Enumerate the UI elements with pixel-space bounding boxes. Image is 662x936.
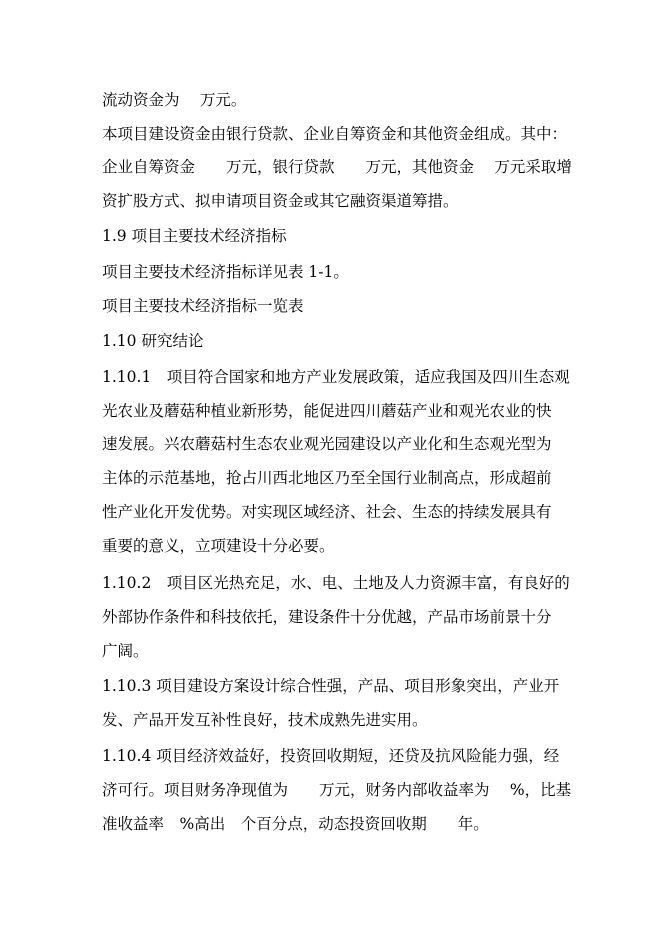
text-line: 企业自筹资金 万元，银行贷款 万元，其他资金 万元采取增 (102, 158, 572, 176)
text-line: 重要的意义，立项建设十分必要。 (102, 537, 335, 555)
text-line: 济可行。项目财务净现值为 万元，财务内部收益率为 %，比基 (102, 781, 572, 799)
text-line: 1.10.2 项目区光热充足，水、电、土地及人力资源丰富，有良好的 (102, 574, 570, 592)
text-line: 本项目建设资金由银行贷款、企业自筹资金和其他资金组成。其中： (102, 125, 568, 143)
text-line: 速发展。兴农蘑菇村生态农业观光园建设以产业化和生态观光型为 (102, 435, 552, 453)
text-line: 外部协作条件和科技依托，建设条件十分优越，产品市场前景十分 (102, 608, 552, 626)
section-heading: 1.9 项目主要技术经济指标 (102, 227, 287, 245)
table-caption: 项目主要技术经济指标一览表 (102, 297, 304, 315)
text-line: 发、产品开发互补性良好，技术成熟先进实用。 (102, 711, 428, 729)
text-line: 光农业及蘑菇种植业新形势，能促进四川蘑菇产业和观光农业的快 (102, 402, 552, 420)
text-line: 资扩股方式、拟申请项目资金或其它融资渠道筹措。 (102, 192, 459, 210)
text-line: 主体的示范基地，抢占川西北地区乃至全国行业制高点，形成超前 (102, 469, 552, 487)
text-line: 准收益率 %高出 个百分点，动态投资回收期 年。 (102, 815, 489, 833)
text-line: 1.10.3 项目建设方案设计综合性强，产品、项目形象突出，产业开 (102, 677, 560, 695)
text-line: 流动资金为 万元。 (102, 91, 247, 109)
text-line: 性产业化开发优势。对实现区域经济、社会、生态的持续发展具有 (102, 503, 552, 521)
text-line: 1.10.1 项目符合国家和地方产业发展政策，适应我国及四川生态观 (102, 368, 570, 386)
text-line: 项目主要技术经济指标详见表 1-1。 (102, 263, 349, 281)
text-line: 广阔。 (102, 642, 149, 660)
section-heading: 1.10 研究结论 (102, 332, 204, 350)
text-line: 1.10.4 项目经济效益好，投资回收期短，还贷及抗风险能力强，经 (102, 747, 560, 765)
